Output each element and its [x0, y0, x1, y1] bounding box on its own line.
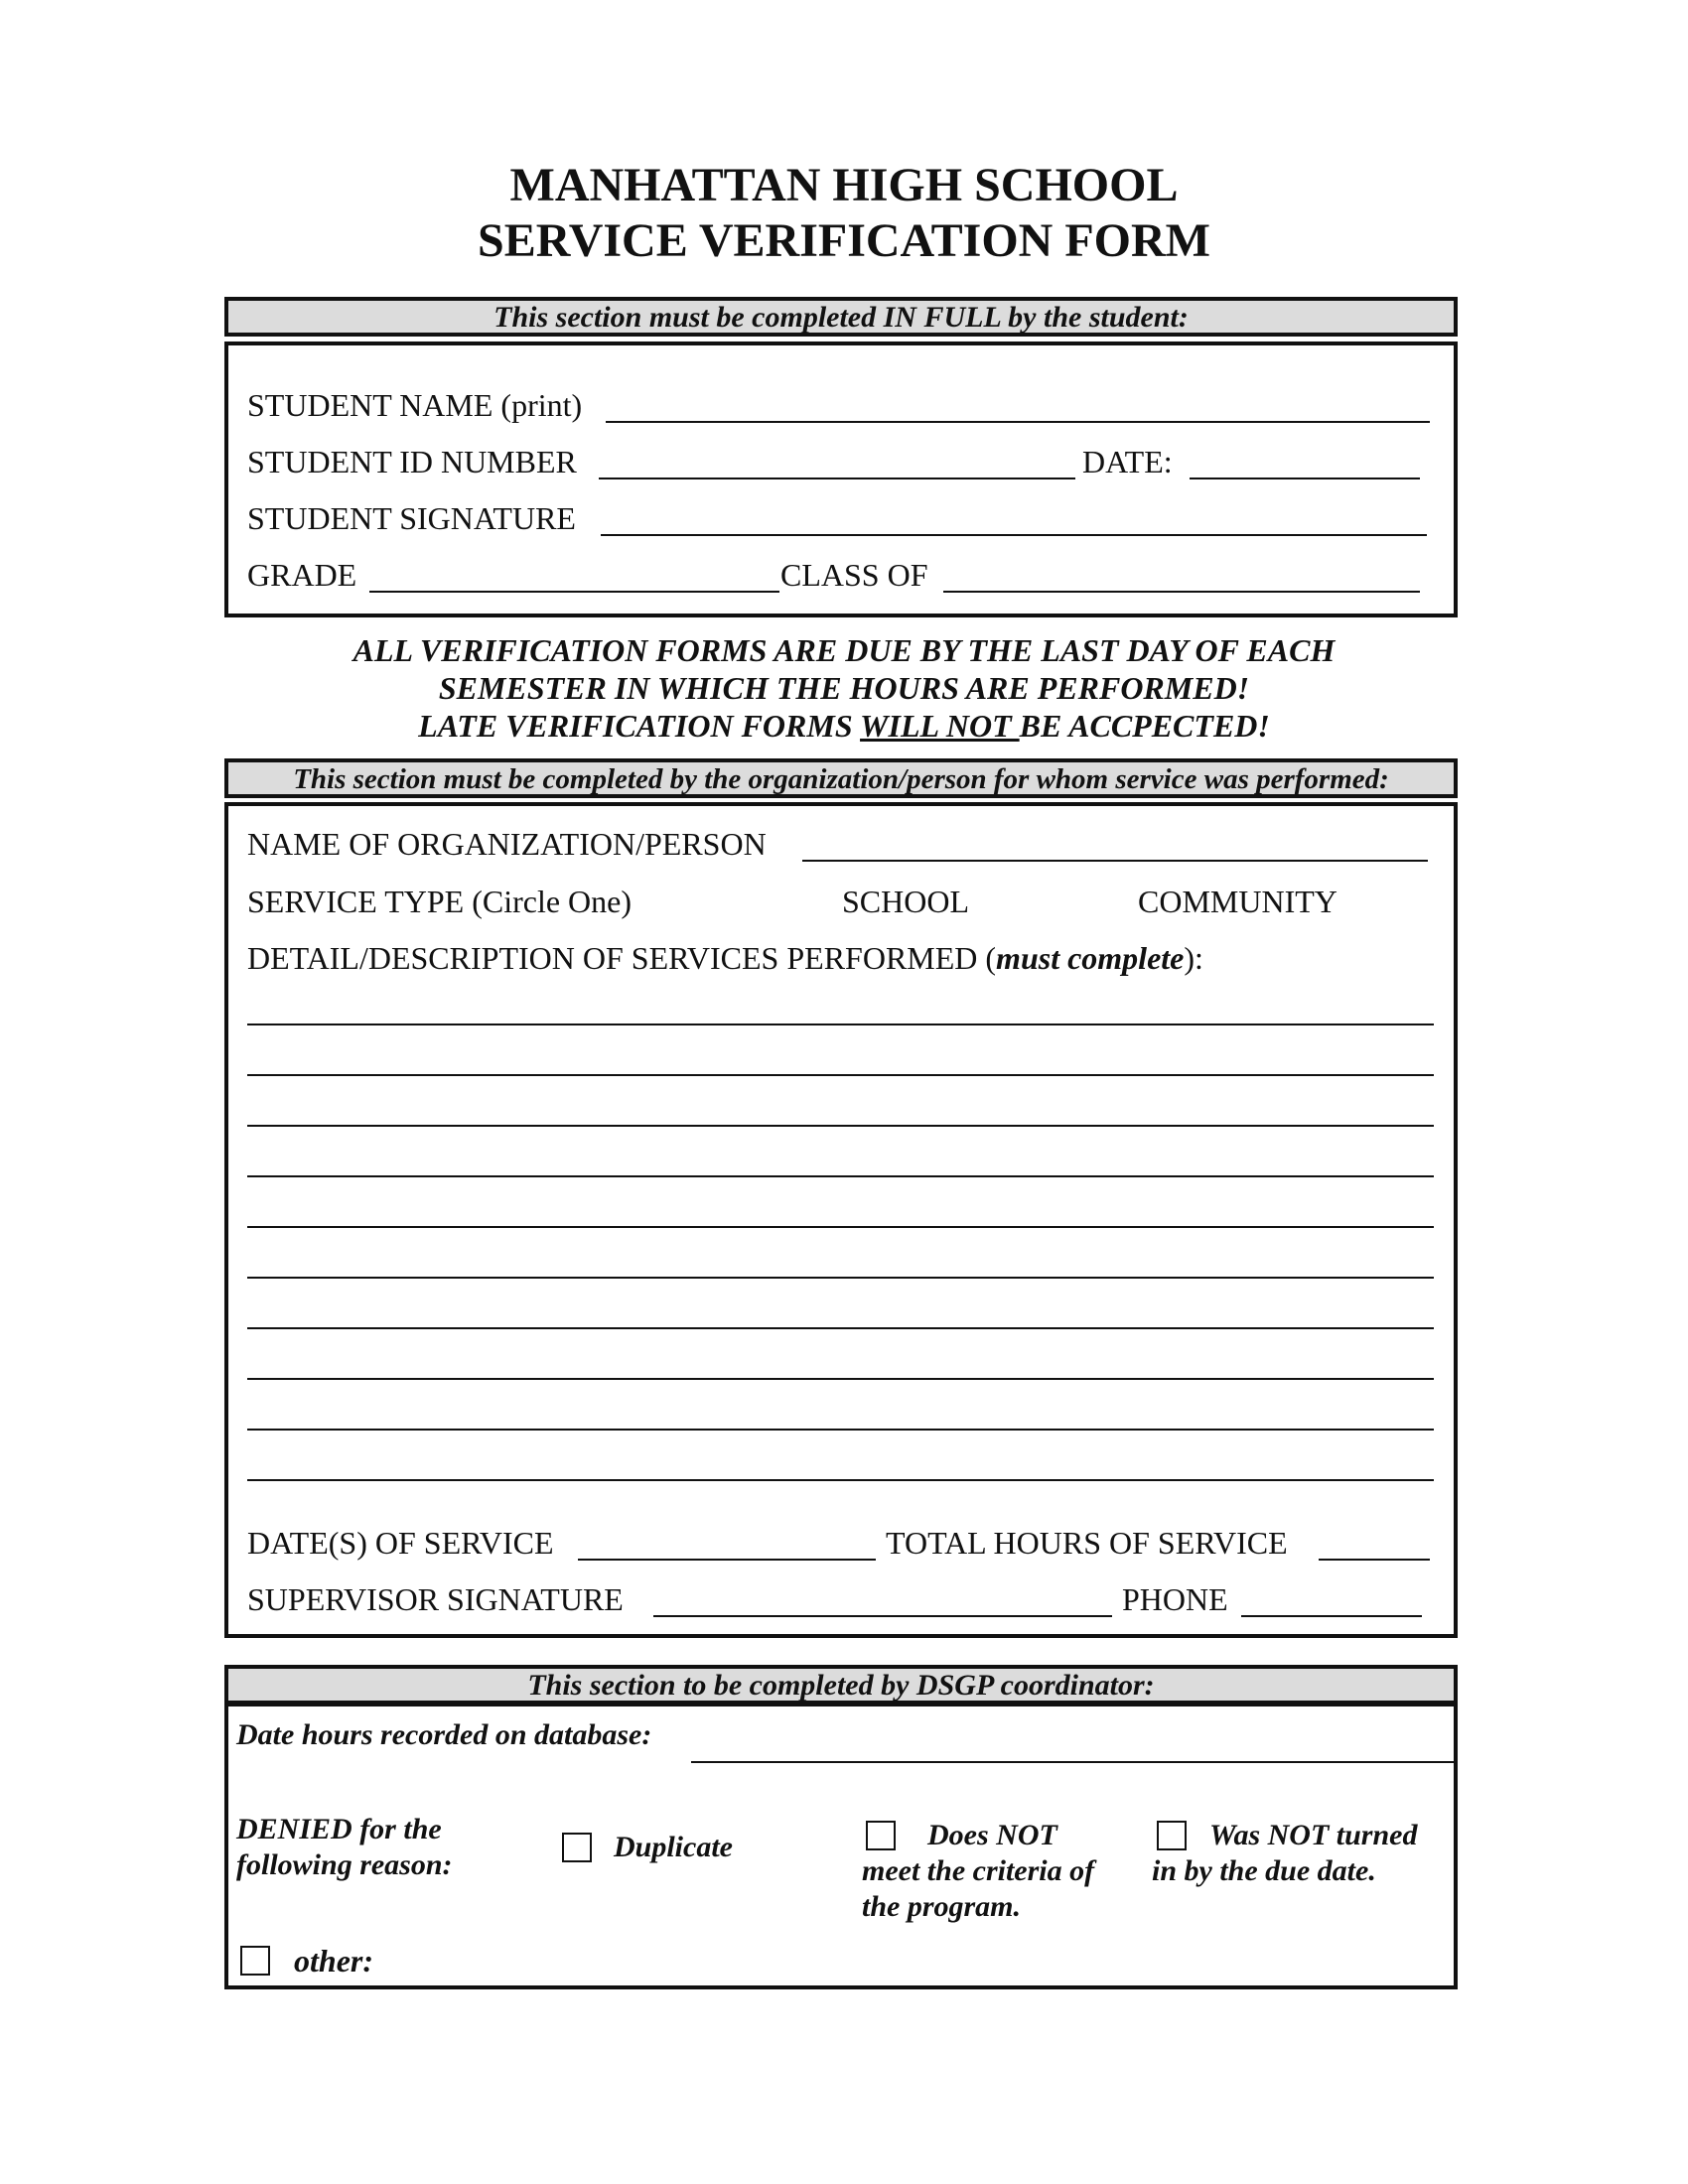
denied-line-2: following reason: [236, 1848, 453, 1881]
student-name-field[interactable] [606, 421, 1430, 423]
recorded-date-field[interactable] [691, 1761, 1454, 1763]
total-hours-field[interactable] [1319, 1559, 1430, 1561]
class-of-label: CLASS OF [780, 557, 928, 593]
org-name-field[interactable] [802, 860, 1428, 862]
description-line[interactable] [247, 1479, 1434, 1481]
detail-label [247, 939, 1203, 977]
student-signature-label: STUDENT SIGNATURE [247, 500, 576, 536]
service-type-community[interactable]: COMMUNITY [1138, 884, 1337, 919]
form-title: SERVICE VERIFICATION FORM [478, 214, 1210, 267]
late-checkbox[interactable] [1157, 1821, 1187, 1850]
notice-line-2: SEMESTER IN WHICH THE HOURS ARE PERFORMED! [438, 670, 1250, 706]
student-signature-field[interactable] [601, 534, 1427, 536]
student-id-field[interactable] [599, 478, 1075, 479]
supervisor-signature-label: SUPERVISOR SIGNATURE [247, 1581, 624, 1617]
grade-field[interactable] [369, 591, 779, 593]
notice-line-3 [0, 707, 1688, 745]
recorded-date-label: Date hours recorded on database: [236, 1718, 652, 1751]
dates-of-service-label: DATE(S) OF SERVICE [247, 1525, 554, 1561]
notice-line-3-post: BE ACCPECTED! [1019, 708, 1270, 744]
description-line[interactable] [247, 1175, 1434, 1177]
criteria-checkbox[interactable] [866, 1821, 896, 1850]
date-label: DATE: [1082, 444, 1173, 479]
description-line[interactable] [247, 1327, 1434, 1329]
notice-will-not: WILL NOT [860, 708, 1020, 744]
duplicate-label: Duplicate [614, 1831, 733, 1863]
duplicate-checkbox[interactable] [562, 1833, 592, 1862]
phone-label: PHONE [1122, 1581, 1228, 1617]
description-line[interactable] [247, 1024, 1434, 1025]
description-line[interactable] [247, 1226, 1434, 1228]
notice-line-1: ALL VERIFICATION FORMS ARE DUE BY THE LAST DAY OF EACH [352, 632, 1336, 668]
description-line[interactable] [247, 1074, 1434, 1076]
phone-field[interactable] [1241, 1615, 1422, 1617]
denied-line-1: DENIED for the [236, 1813, 442, 1845]
description-line[interactable] [247, 1429, 1434, 1431]
detail-label-post: ): [1184, 940, 1203, 976]
student-id-label: STUDENT ID NUMBER [247, 444, 577, 479]
criteria-line-2: meet the criteria of [862, 1854, 1095, 1887]
grade-label: GRADE [247, 557, 357, 593]
other-label: other: [294, 1943, 373, 1979]
other-checkbox[interactable] [240, 1946, 270, 1976]
criteria-line-3: the program. [862, 1890, 1022, 1923]
service-type-school[interactable]: SCHOOL [842, 884, 970, 919]
supervisor-signature-field[interactable] [653, 1615, 1112, 1617]
date-field[interactable] [1190, 478, 1420, 479]
late-line-2: in by the due date. [1152, 1854, 1376, 1887]
service-type-label: SERVICE TYPE (Circle One) [247, 884, 633, 919]
total-hours-label: TOTAL HOURS OF SERVICE [886, 1525, 1288, 1561]
description-line[interactable] [247, 1378, 1434, 1380]
org-section-banner: This section must be completed by the organization/person for whom service was performed: [224, 758, 1458, 798]
detail-label-pre: DETAIL/DESCRIPTION OF SERVICES PERFORMED ( [247, 940, 997, 976]
late-line-1: Was NOT turned [1209, 1819, 1418, 1851]
description-line[interactable] [247, 1277, 1434, 1279]
dates-of-service-field[interactable] [578, 1559, 876, 1561]
dsgp-section-banner: This section to be completed by DSGP coordinator: [224, 1665, 1458, 1705]
description-line[interactable] [247, 1125, 1434, 1127]
notice-line-3-pre: LATE VERIFICATION FORMS [418, 708, 861, 744]
student-name-label: STUDENT NAME (print) [247, 387, 583, 423]
school-name: MANHATTAN HIGH SCHOOL [509, 159, 1179, 211]
criteria-line-1: Does NOT [927, 1819, 1057, 1851]
org-section-box [224, 802, 1458, 1638]
student-section-banner: This section must be completed IN FULL by the student: [224, 297, 1458, 337]
org-name-label: NAME OF ORGANIZATION/PERSON [247, 826, 767, 862]
detail-label-must-complete: must complete [996, 940, 1185, 976]
class-of-field[interactable] [943, 591, 1420, 593]
